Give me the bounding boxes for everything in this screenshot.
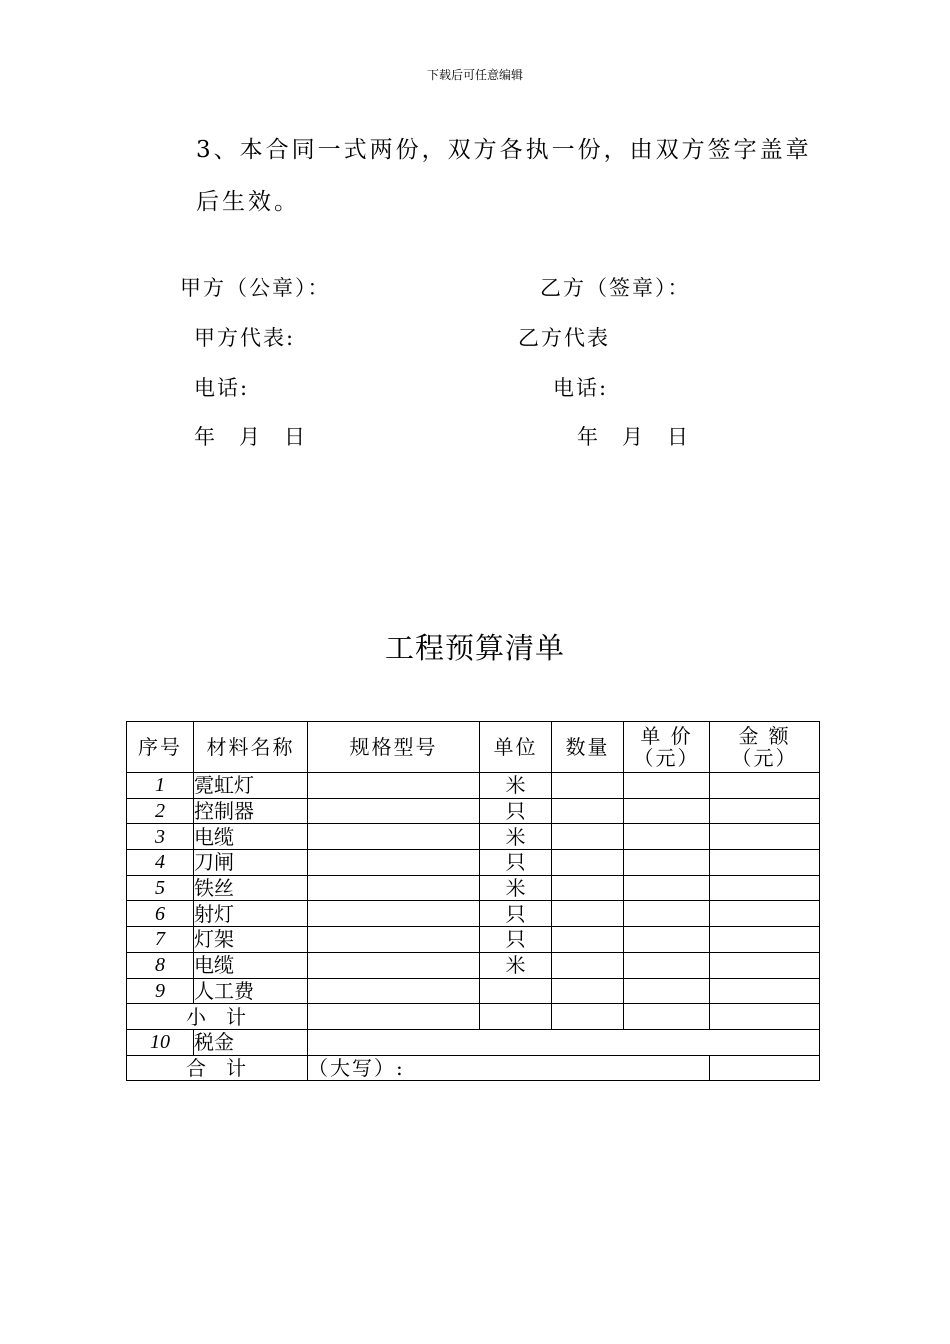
row-amount[interactable] xyxy=(710,927,820,953)
row-unit: 米 xyxy=(480,875,552,901)
date-a-year: 年 xyxy=(194,425,217,449)
row-spec[interactable] xyxy=(308,824,480,850)
clause-line-2: 后生效。 xyxy=(196,189,300,215)
row-unit: 只 xyxy=(480,927,552,953)
header-amount-bottom: （元） xyxy=(731,746,798,770)
row-seq: 7 xyxy=(127,927,194,953)
date-a xyxy=(194,421,307,451)
table-row xyxy=(127,875,820,901)
row-amount[interactable] xyxy=(710,798,820,824)
subtotal-qty[interactable] xyxy=(552,1004,624,1030)
row-amount[interactable] xyxy=(710,773,820,799)
header-amount xyxy=(710,722,820,773)
party-a-rep-label: 甲方代表: xyxy=(194,326,296,350)
tax-amount[interactable] xyxy=(308,1029,820,1055)
row-material: 灯架 xyxy=(194,927,308,953)
row-amount[interactable] xyxy=(710,978,820,1004)
row-spec[interactable] xyxy=(308,875,480,901)
total-label-part-1: 合 xyxy=(186,1055,208,1080)
row-material: 控制器 xyxy=(194,798,308,824)
row-unit: 只 xyxy=(480,798,552,824)
row-seq: 6 xyxy=(127,901,194,927)
row-spec[interactable] xyxy=(308,927,480,953)
tax-label: 税金 xyxy=(194,1029,308,1055)
row-price[interactable] xyxy=(624,824,710,850)
row-material: 电缆 xyxy=(194,824,308,850)
row-qty[interactable] xyxy=(552,901,624,927)
row-price[interactable] xyxy=(624,952,710,978)
subtotal-label-part-1: 小 xyxy=(186,1004,208,1029)
total-row xyxy=(127,1055,820,1081)
party-b-seal-label: 乙方（签章）： xyxy=(540,276,691,300)
total-label-part-2: 计 xyxy=(226,1055,248,1080)
row-unit: 只 xyxy=(480,901,552,927)
subtotal-amount[interactable] xyxy=(710,1004,820,1030)
row-amount[interactable] xyxy=(710,850,820,876)
table-header-row xyxy=(127,722,820,773)
subtotal-unit[interactable] xyxy=(480,1004,552,1030)
row-material: 霓虹灯 xyxy=(194,773,308,799)
header-qty: 数量 xyxy=(552,722,624,773)
row-qty[interactable] xyxy=(552,978,624,1004)
subtotal-spec[interactable] xyxy=(308,1004,480,1030)
tax-seq: 10 xyxy=(127,1029,194,1055)
table-row xyxy=(127,927,820,953)
clause-line-1: 3、本合同一式两份，双方各执一份，由双方签字盖章 xyxy=(196,137,812,163)
row-price[interactable] xyxy=(624,798,710,824)
row-amount[interactable] xyxy=(710,901,820,927)
row-amount[interactable] xyxy=(710,875,820,901)
row-seq: 5 xyxy=(127,875,194,901)
header-amount-top: 金 额 xyxy=(738,724,791,748)
row-material: 射灯 xyxy=(194,901,308,927)
row-spec[interactable] xyxy=(308,978,480,1004)
row-unit: 只 xyxy=(480,850,552,876)
date-b-day: 日 xyxy=(667,425,690,449)
table-row xyxy=(127,952,820,978)
row-unit xyxy=(480,978,552,1004)
table-row xyxy=(127,773,820,799)
total-amount[interactable] xyxy=(710,1055,820,1081)
header-unit-price-bottom: （元） xyxy=(633,746,700,770)
table-row xyxy=(127,978,820,1004)
row-unit: 米 xyxy=(480,824,552,850)
subtotal-price[interactable] xyxy=(624,1004,710,1030)
row-price[interactable] xyxy=(624,901,710,927)
header-unit: 单位 xyxy=(480,722,552,773)
header-seq: 序号 xyxy=(127,722,194,773)
date-b-month: 月 xyxy=(622,425,645,449)
row-spec[interactable] xyxy=(308,901,480,927)
phone-a-label: 电话: xyxy=(194,376,250,400)
row-amount[interactable] xyxy=(710,952,820,978)
row-unit: 米 xyxy=(480,952,552,978)
row-spec[interactable] xyxy=(308,773,480,799)
header-material: 材料名称 xyxy=(194,722,308,773)
row-price[interactable] xyxy=(624,773,710,799)
table-row xyxy=(127,824,820,850)
subtotal-label-part-2: 计 xyxy=(226,1004,248,1029)
row-seq: 3 xyxy=(127,824,194,850)
header-unit-price-top: 单 价 xyxy=(640,724,693,748)
date-b xyxy=(577,421,690,451)
table-row xyxy=(127,850,820,876)
party-b-rep-label: 乙方代表 xyxy=(518,326,610,350)
row-qty[interactable] xyxy=(552,798,624,824)
row-material: 电缆 xyxy=(194,952,308,978)
row-price[interactable] xyxy=(624,978,710,1004)
subtotal-label xyxy=(127,1004,308,1030)
table-row xyxy=(127,798,820,824)
row-price[interactable] xyxy=(624,850,710,876)
budget-title: 工程预算清单 xyxy=(384,631,565,665)
row-qty[interactable] xyxy=(552,875,624,901)
total-capital-field[interactable]: （大写）: xyxy=(308,1055,710,1081)
subtotal-row xyxy=(127,1004,820,1030)
party-a-seal-label: 甲方（公章）： xyxy=(180,276,331,300)
table-row xyxy=(127,901,820,927)
row-seq: 9 xyxy=(127,978,194,1004)
row-qty[interactable] xyxy=(552,927,624,953)
row-seq: 2 xyxy=(127,798,194,824)
row-qty[interactable] xyxy=(552,850,624,876)
row-price[interactable] xyxy=(624,927,710,953)
row-qty[interactable] xyxy=(552,773,624,799)
date-a-month: 月 xyxy=(239,425,262,449)
row-seq: 1 xyxy=(127,773,194,799)
row-material: 铁丝 xyxy=(194,875,308,901)
row-seq: 4 xyxy=(127,850,194,876)
header-note: 下载后可任意编辑 xyxy=(426,68,523,82)
row-qty[interactable] xyxy=(552,952,624,978)
row-material: 刀闸 xyxy=(194,850,308,876)
budget-table xyxy=(126,721,820,1081)
row-spec[interactable] xyxy=(308,952,480,978)
row-qty[interactable] xyxy=(552,824,624,850)
tax-row xyxy=(127,1029,820,1055)
date-b-year: 年 xyxy=(577,425,600,449)
row-material: 人工费 xyxy=(194,978,308,1004)
header-unit-price xyxy=(624,722,710,773)
row-amount[interactable] xyxy=(710,824,820,850)
header-spec: 规格型号 xyxy=(308,722,480,773)
contract-clause xyxy=(196,124,836,228)
row-unit: 米 xyxy=(480,773,552,799)
row-spec[interactable] xyxy=(308,850,480,876)
date-a-day: 日 xyxy=(284,425,307,449)
row-seq: 8 xyxy=(127,952,194,978)
row-price[interactable] xyxy=(624,875,710,901)
phone-b-label: 电话: xyxy=(553,376,609,400)
total-label xyxy=(127,1055,308,1081)
row-spec[interactable] xyxy=(308,798,480,824)
